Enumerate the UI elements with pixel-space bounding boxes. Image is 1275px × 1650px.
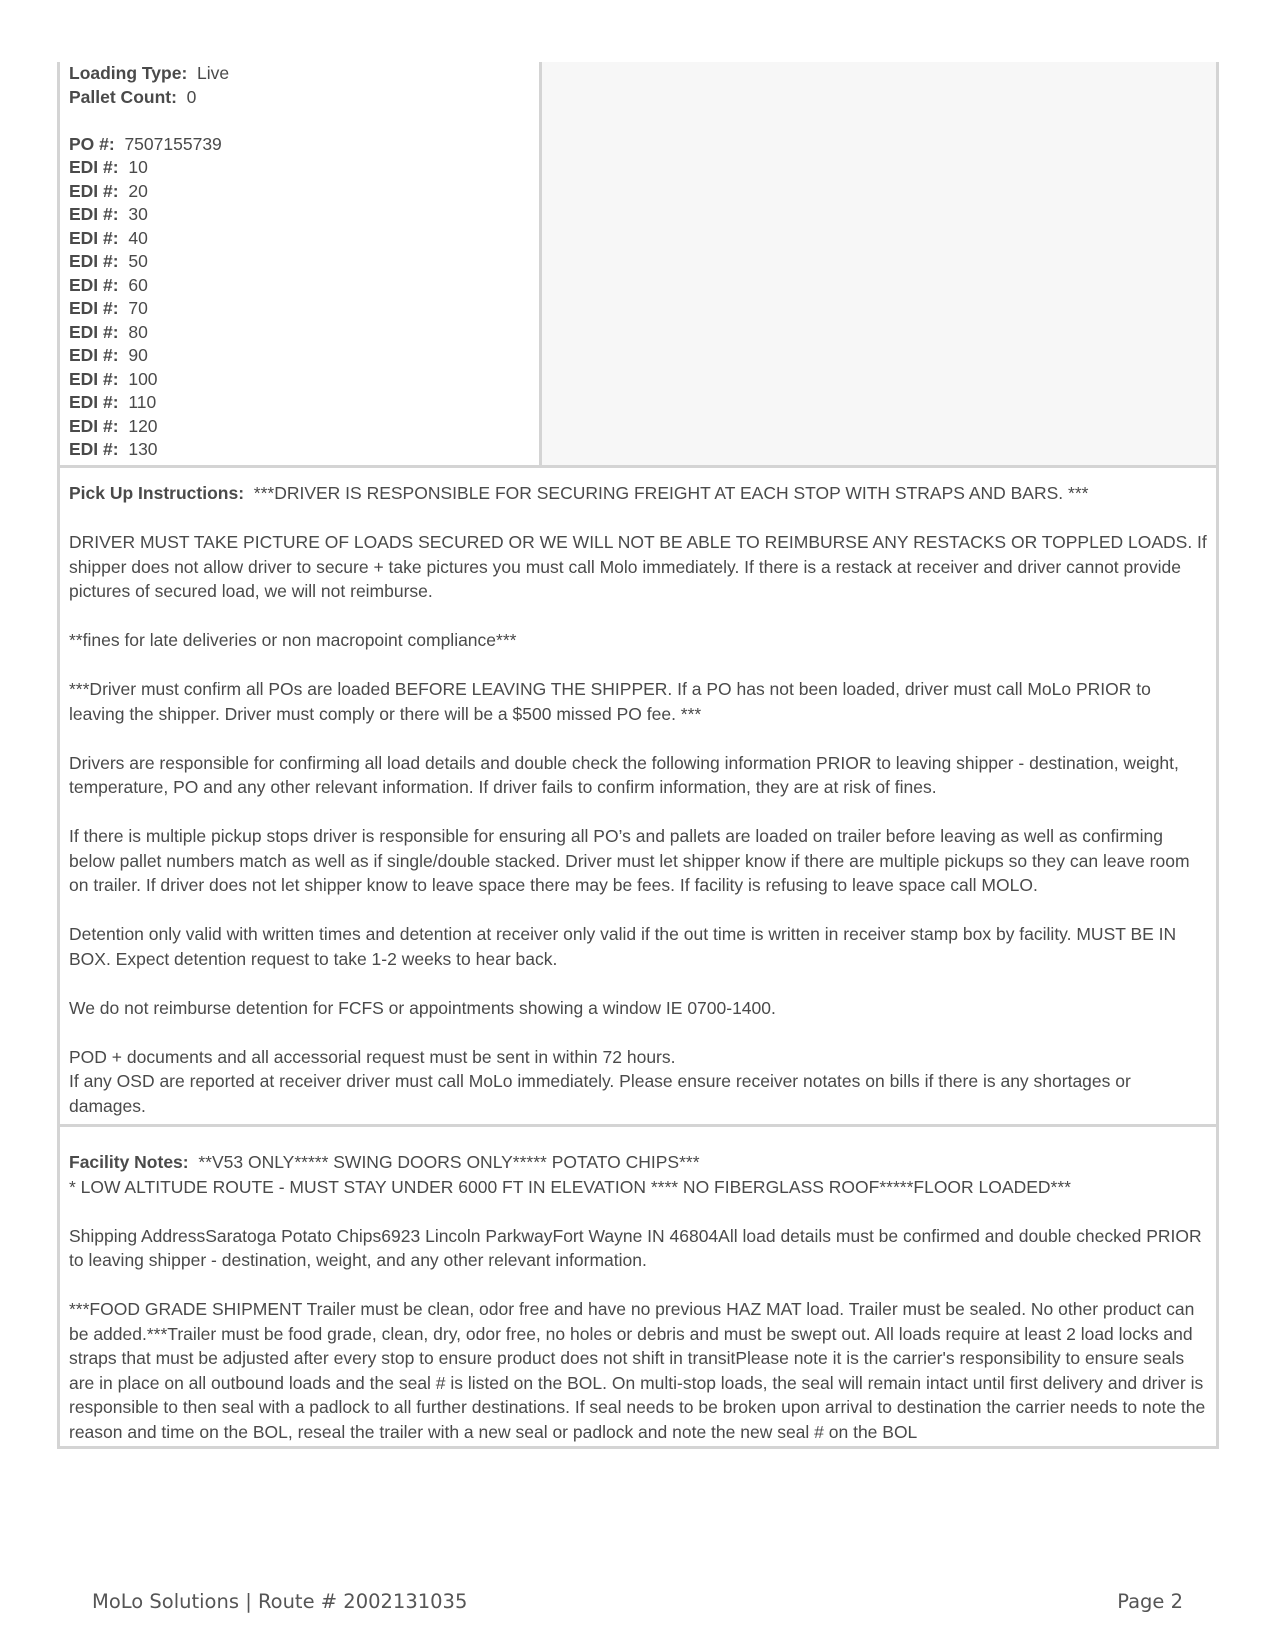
po-line [69, 133, 539, 157]
pickup-paragraph-2: **fines for late deliveries or non macropoint compliance*** [69, 630, 517, 650]
edi-value: 70 [128, 298, 148, 318]
edi-list [69, 156, 539, 462]
pickup-first-line [69, 481, 1210, 506]
edi-line [69, 250, 539, 274]
edi-value: 30 [128, 204, 148, 224]
pickup-paragraph-7: We do not reimburse detention for FCFS or appointments showing a window IE 0700-1400. [69, 997, 776, 1018]
po-value: 7507155739 [124, 133, 222, 154]
pickup-instructions-section [60, 468, 1216, 1127]
pickup-paragraph-6: Detention only valid with written times and detention at receiver only valid if the out time is written in receiver stamp box by facility. MUST BE IN BOX. Expect detention request to take 1-2 weeks to hear back. [69, 924, 1177, 969]
loading-type-label: Loading Type: [69, 63, 188, 83]
load-details-cell [60, 62, 542, 465]
edi-value: 80 [128, 321, 148, 342]
edi-label: EDI #: [69, 415, 119, 436]
edi-line [69, 344, 539, 368]
edi-value: 120 [128, 415, 158, 436]
pickup-paragraph-4: Drivers are responsible for confirming all load details and double check the following information PRIOR to leaving shipper - destination, weight, temperature, PO and any other relevant information. If driver fails to confirm information, they are at risk of fines. [69, 752, 1179, 797]
facility-line-2: * LOW ALTITUDE ROUTE - MUST STAY UNDER 6000 FT IN ELEVATION **** NO FIBERGLASS ROOF*****FLOOR LOADED*** [69, 1176, 1071, 1197]
edi-value: 40 [128, 227, 148, 248]
edi-label: EDI #: [69, 368, 119, 389]
edi-label: EDI #: [69, 251, 119, 271]
edi-label: EDI #: [69, 157, 119, 177]
edi-line [69, 368, 539, 392]
edi-line [69, 438, 539, 462]
edi-value: 130 [128, 439, 158, 459]
pallet-count-label: Pallet Count: [69, 86, 177, 107]
pickup-paragraph-5: If there is multiple pickup stops driver is responsible for ensuring all PO’s and pallets are loaded on trailer before leaving as well as confirming below pallet numbers match as well as if single/double stacked. Driver must let shipper know if there are multiple pickups so they can leave room on trailer. If driver does not let shipper know to leave space there may be fees. If facility is refusing to leave space call MOLO. [69, 826, 1190, 895]
edi-label: EDI #: [69, 274, 119, 295]
edi-value: 20 [128, 180, 148, 201]
facility-paragraph-1: Shipping AddressSaratoga Potato Chips6923 Lincoln ParkwayFort Wayne IN 46804All load details must be confirmed and double checked PRIOR to leaving shipper - destination, weight, and any other relevant information. [69, 1225, 1202, 1270]
edi-value: 110 [128, 392, 157, 412]
edi-label: EDI #: [69, 180, 119, 201]
edi-line [69, 274, 539, 298]
edi-label: EDI #: [69, 204, 119, 224]
edi-value: 50 [128, 251, 148, 271]
pickup-paragraph-1: DRIVER MUST TAKE PICTURE OF LOADS SECURED OR WE WILL NOT BE ABLE TO REIMBURSE ANY RESTACKS OR TOPPLED LOADS. If shipper does not allow driver to secure + take pictures you must call Molo immediately. If there is a restack at receiver and driver cannot provide pictures of secured load, we will not reimburse. [69, 532, 1207, 601]
pallet-count-line [69, 86, 539, 110]
edi-label: EDI #: [69, 345, 119, 365]
edi-label: EDI #: [69, 439, 119, 459]
facility-notes-section [60, 1127, 1216, 1446]
edi-line [69, 156, 539, 180]
document-sheet [57, 62, 1219, 1449]
edi-label: EDI #: [69, 298, 119, 318]
edi-value: 100 [128, 368, 158, 389]
edi-line [69, 297, 539, 321]
loading-type-value: Live [197, 63, 230, 83]
facility-first-block [69, 1150, 1210, 1199]
facility-paragraph-2: ***FOOD GRADE SHIPMENT Trailer must be clean, odor free and have no previous HAZ MAT load. Trailer must be sealed. No other product can be added.***Trailer must be food grade, clean, dry, odor free, no holes or debris and must be swept out. All loads require at least 2 load locks and straps that must be adjusted after every stop to ensure product does not shift in transitPlease note it is the carrier's responsibility to ensure seals are in place on all outbound loads and the seal # is listed on the BOL. On multi-stop loads, the seal will remain intact until first delivery and driver is responsible to then seal with a padlock to all further destinations. If seal needs to be broken upon arrival to destination the carrier needs to note the reason and time on the BOL, reseal the trailer with a new seal or padlock and note the new seal # on the BOL [69, 1299, 1206, 1442]
spacer [69, 109, 539, 133]
pickup-paragraph-8 [69, 1045, 1210, 1119]
empty-panel [542, 62, 1216, 465]
footer-page-number: Page 2 [1117, 1590, 1183, 1613]
edi-line [69, 415, 539, 439]
edi-line [69, 391, 539, 415]
pickup-pod-text: POD + documents and all accessorial request must be sent in within 72 hours. [69, 1046, 676, 1067]
pickup-paragraph-3: ***Driver must confirm all POs are loaded BEFORE LEAVING THE SHIPPER. If a PO has not been loaded, driver must call MoLo PRIOR to leaving the shipper. Driver must comply or there will be a $500 missed PO fee. *** [69, 679, 1151, 724]
load-details-row [60, 62, 1216, 468]
edi-line [69, 203, 539, 227]
edi-label: EDI #: [69, 392, 119, 412]
edi-value: 10 [128, 157, 148, 177]
facility-notes-label: Facility Notes: [69, 1152, 189, 1172]
edi-line [69, 321, 539, 345]
edi-value: 90 [128, 345, 148, 365]
pallet-count-value: 0 [186, 86, 197, 107]
edi-label: EDI #: [69, 227, 119, 248]
pickup-first-text: ***DRIVER IS RESPONSIBLE FOR SECURING FREIGHT AT EACH STOP WITH STRAPS AND BARS. *** [253, 483, 1089, 503]
edi-line [69, 227, 539, 251]
pickup-instructions-label: Pick Up Instructions: [69, 483, 245, 503]
edi-value: 60 [128, 274, 148, 295]
po-label: PO #: [69, 133, 115, 154]
page-footer [92, 1590, 1183, 1613]
edi-label: EDI #: [69, 321, 119, 342]
pickup-osd-text: If any OSD are reported at receiver driver must call MoLo immediately. Please ensure receiver notates on bills if there is any shortages or damages. [69, 1071, 1131, 1116]
footer-route: MoLo Solutions | Route # 2002131035 [92, 1590, 468, 1613]
edi-line [69, 180, 539, 204]
facility-first-text: **V53 ONLY***** SWING DOORS ONLY***** POTATO CHIPS*** [198, 1152, 700, 1172]
loading-type-line [69, 62, 539, 86]
